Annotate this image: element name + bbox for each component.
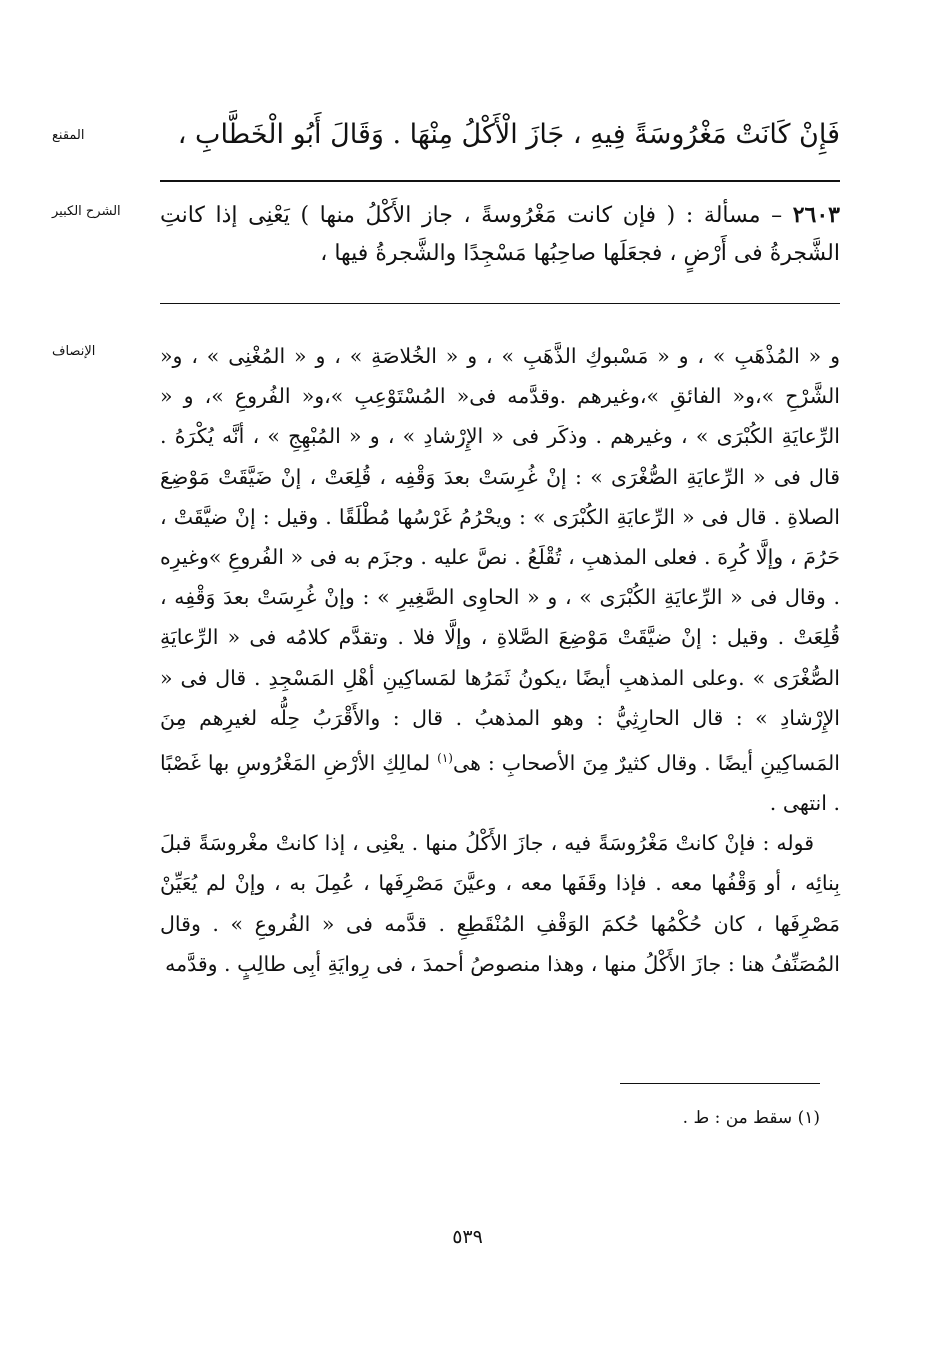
footnote-marker: (١) [437,751,453,766]
insaf-paragraph-2: قوله : فإنْ كانتْ مَغْرُوسَةً فيه ، جازَ الأَكْلُ منها . يعْنِى ، إذا كانتْ مغْروسَةً قبلَ بِنائِه ، أو وَقْفُها معه . فإذا وقَفَها معه ، وعيَّنَ مَصْرِفَها ، عُمِلَ به ، وإنْ لم يُعَيِّنْ مَصْرِفَها ، كان حُكْمُها حُكمَ الوَقْفِ المُنْقَطِعِ . قدَّمه فى « الفُروعِ » . وقال المُصَنِّفُ هنا : جازَ الأَكْلُ منها ، وهذا منصوصُ أحمدَ ، فى رِوايَةِ أبِى طالِبٍ . وقدَّمه [160,831,840,976]
sharh-text [160,196,840,273]
page-number: ٥٣٩ [452,1226,483,1248]
issue-number: ٢٦٠٣ [792,202,840,228]
muqni-text: فَإِنْ كَانَتْ مَغْرُوسَةً فِيهِ ، جَازَ الْأَكْلُ مِنْهَا . وَقَالَ أَبُو الْخَطَّابِ ، [177,119,840,150]
muqni-divider [160,180,840,182]
sharh-body: – مسألة : ( فإن كانت مَغْرُوسةً ، جاز الأَكْلُ منها ) يَعْنِى إذا كانتِ الشَّجرةُ فى أَرْضٍ ، فجعَلَها صاحِبُها مَسْجِدًا والشَّجرةُ فيها ، [160,203,840,266]
sharh-divider [160,303,840,304]
label-insaf: الإنصاف [52,344,96,359]
footnote-divider [620,1083,820,1084]
footnote: (١) سقط من : ط . [682,1108,820,1128]
label-sharh: الشرح الكبير [52,204,121,219]
label-muqni: المقنع [52,128,85,143]
insaf-paragraph-1: و « المُذْهَبِ » ، و « مَسْبوكِ الذَّهَبِ » ، و « الخُلاصَةِ » ، و « المُغْنِى » ، و« الشَّرْحِ »،و« الفائقِ »،وغيرهم .وقدَّمه فى« المُسْتَوْعِبِ »،و« الفُروعِ »، و « الرِّعايَةِ الكُبْرَى » ، وغيرهم . وذكَر فى « الإِرْشادِ » ، و « المُبْهِجِ » ، أنَّه يُكْرَهُ . قال فى « الرِّعايَةِ الصُّغْرَى » : إنْ غُرِسَتْ بعدَ وَقْفِه ، قُلِعَتْ ، إنْ ضَيَّقَتْ مَوْضِعَ الصلاةِ . قال فى « الرِّعايَةِ الكُبْرَى » : ويحْرُمُ غَرْسُها مُطْلَقًا . وقيل : إنْ ضيَّقَتْ ، حَرُمَ ، وإلَّا كُرِهَ . فعلى المذهبِ ، تُقْلَعُ . نصَّ عليه . وجزَم به فى « الفُروعِ »وغيرِه . وقال فى « الرِّعايَةِ الكُبْرَى » ، و « الحاوِى الصَّغِيرِ » : وإنْ غُرِسَتْ بعدَ وَقْفِه ، قُلِعَتْ . وقيل : إنْ ضيَّقَتْ مَوْضِعَ الصَّلاةِ ، وإلَّا فلا . وتقدَّم كلامُه فى « الرِّعايَةِ الصُّغْرَى » .وعلى المذهبِ أيضًا ،يكونُ ثَمَرُها لمَساكِينِ أهْلِ المَسْجِدِ . قال فى « الإِرْشادِ » : قال الحارِثِيُّ : وهو المذهبُ . قال : والأَقْرَبُ حِلُّه لغيرِهم مِنَ المَساكِينِ أيضًا . وقال كثيرٌ مِنَ الأصحابِ : هى$^{(١)}$ لمالِكِ الأرْضِ المَغْرُوسِ بها غَصْبًا . انتهى . [160,344,840,816]
insaf-text [160,336,840,984]
